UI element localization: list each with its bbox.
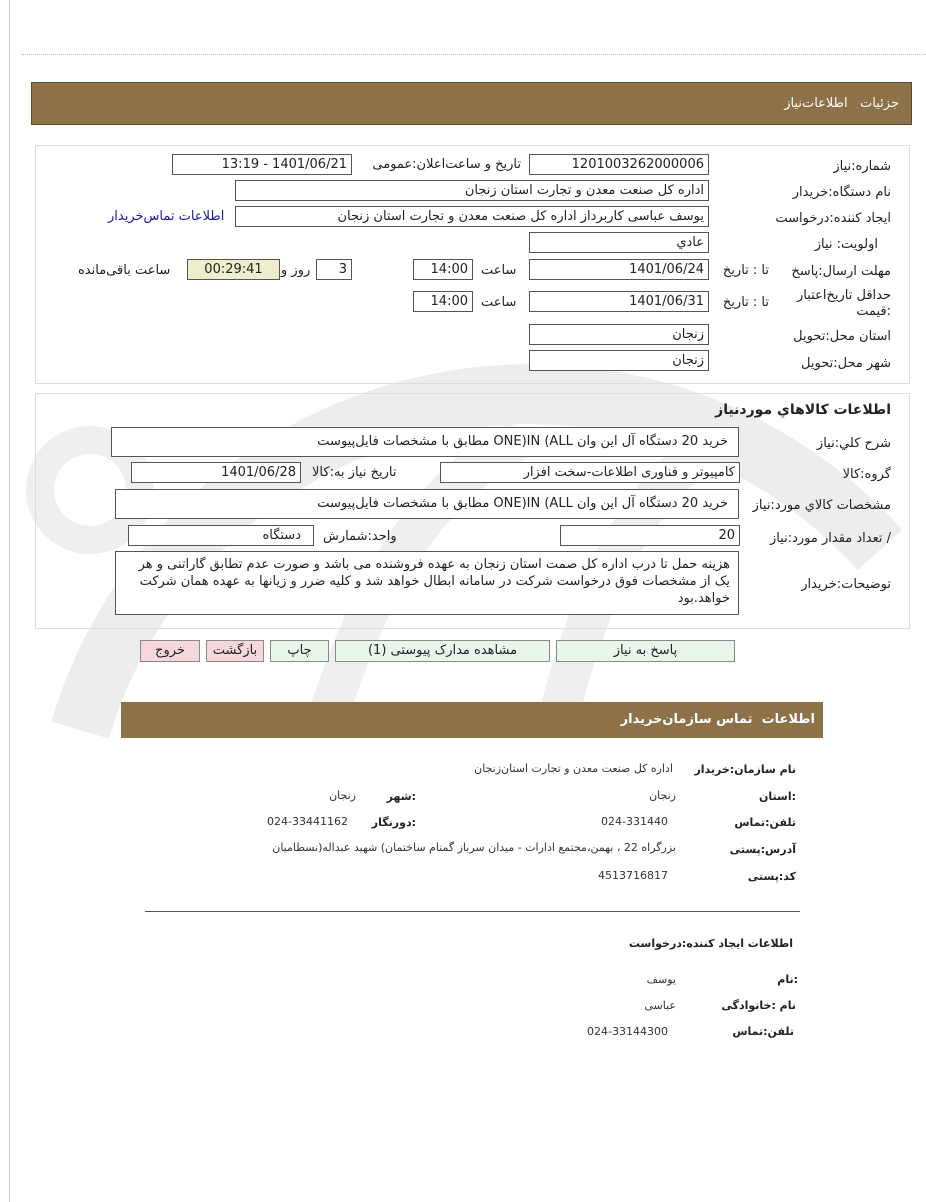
contact-city-value: زنجان (329, 789, 356, 802)
back-button[interactable]: بازگشت (206, 640, 264, 662)
desc-field: خرید 20 دستگاه آل این وان ONE)IN (ALL مطابق با مشخصات فایل‌پیوست (111, 427, 739, 457)
postal-value: 4513716817 (598, 869, 668, 882)
creator-name-label: :نام (777, 973, 798, 986)
days-label: روز و (281, 263, 311, 278)
priority-field: عادي (529, 232, 709, 253)
need-date-field: 1401/06/28 (131, 462, 301, 483)
notes-field: هزینه حمل تا درب اداره کل صمت استان زنجان به عهده فروشنده می باشد و صورت عدم تطابق گاراتنی و هر یک از مشخصات فوق درخواست شرکت در سامانه ابطال خواهد شد و کلیه ضرر و زیانها به عهده همان شرکت خواهد.بود (115, 551, 739, 615)
spec-label: مشخصات کالاي مورد:نیاز (752, 498, 891, 513)
qty-field: 20 (560, 525, 740, 546)
city-field: زنجان (529, 350, 709, 371)
group-label: گروه:کالا (842, 467, 891, 482)
contact-header-title: اطلاعات تماس سازمان‌خریدار (620, 712, 815, 727)
reply-button[interactable]: پاسخ به نیاز (556, 640, 735, 662)
unit-field: دستگاه (128, 525, 314, 546)
view-attachments-button[interactable]: مشاهده مدارک پیوستی (1) (335, 640, 550, 662)
section-divider (145, 911, 800, 912)
validity-to-date-label: تا : تاریخ (722, 295, 769, 310)
group-field: کامپیوتر و فناوری اطلاعات-سخت افزار (440, 462, 740, 483)
contact-header-bar (121, 702, 823, 738)
fax-value: 024-33441162 (267, 815, 348, 828)
fax-label: :دورنگار (371, 816, 416, 829)
qty-label: / تعداد مقدار مورد:نیاز (769, 531, 891, 546)
deadline-time-field: 14:00 (413, 259, 473, 280)
need-number-label: شماره:نیاز (833, 159, 891, 174)
deadline-label: مهلت ارسال:پاسخ (791, 264, 891, 279)
creator-label: ایجاد کننده:درخواست (775, 211, 891, 226)
print-button[interactable]: چاپ (270, 640, 329, 662)
unit-label: واحد:شمارش (323, 529, 397, 544)
creator-family-label: نام :خانوادگی (721, 999, 796, 1012)
top-dotted-line (22, 54, 926, 55)
city-label: شهر محل:تحویل (801, 356, 891, 371)
creator-phone-value: 024-33144300 (587, 1025, 668, 1038)
days-remaining-field: 3 (316, 259, 352, 280)
remaining-time-field: 00:29:41 (187, 259, 280, 280)
contact-city-label: :شهر (386, 790, 416, 803)
address-value: بزرگراه 22 ، بهمن،مجتمع ادارات - میدان سرباز گمنام ساختمان) شهید عبداله(نسطامیان (272, 841, 676, 854)
announce-datetime-field: 13:19 - 1401/06/21 (172, 154, 352, 175)
creator-family-value: عباسی (644, 999, 676, 1012)
validity-date-field: 1401/06/31 (529, 291, 709, 312)
contact-province-label: :استان (759, 790, 796, 803)
contact-phone-value: 024-331440 (601, 815, 668, 828)
contact-phone-label: تلفن:تماس (734, 816, 796, 829)
address-label: آدرس:پستی (729, 843, 796, 856)
buyer-field: اداره کل صنعت معدن و تجارت استان زنجان (235, 180, 709, 201)
header-bar (31, 82, 912, 125)
header-title: جزئیات اطلاعات‌نیاز (784, 96, 899, 111)
postal-label: کد:پستی (747, 870, 796, 883)
validity-time-label: ساعت (481, 295, 517, 310)
announce-label: تاریخ و ساعت‌اعلان:عمومی (372, 157, 521, 172)
buyer-contact-link[interactable]: اطلاعات تماس‌خریدار (108, 209, 225, 224)
need-number-field: 1201003262000006 (529, 154, 709, 175)
contact-province-value: زنجان (649, 789, 676, 802)
notes-label: توضیحات:خریدار (801, 577, 891, 592)
creator-field: یوسف عباسی کاربرداز اداره کل صنعت معدن و تجارت استان زنجان (235, 206, 709, 227)
creator-name-value: یوسف (646, 973, 676, 986)
creator-phone-label: تلفن:تماس (732, 1025, 794, 1038)
deadline-time-label: ساعت (481, 263, 517, 278)
deadline-date-field: 1401/06/24 (529, 259, 709, 280)
remaining-label: ساعت باقی‌مانده (78, 263, 171, 278)
priority-label: اولویت: نیاز (814, 237, 878, 252)
org-label: نام سازمان:خریدار (694, 763, 796, 776)
deadline-to-date-label: تا : تاریخ (722, 263, 769, 278)
buyer-label: نام دستگاه:خریدار (792, 185, 891, 200)
validity-label: حداقل تاریخ‌اعتبار :قیمت (797, 288, 891, 319)
need-date-label: تاریخ نیاز به:کالا (312, 465, 397, 480)
org-value: اداره کل صنعت معدن و تجارت استان‌زنجان (474, 762, 673, 775)
validity-time-field: 14:00 (413, 291, 473, 312)
exit-button[interactable]: خروج (140, 640, 200, 662)
spec-field: خرید 20 دستگاه آل این وان ONE)IN (ALL مطابق با مشخصات فایل‌پیوست (115, 489, 739, 519)
goods-title: اطلاعات کالاهاي موردنیاز (715, 402, 891, 418)
desc-label: شرح کلي:نیاز (816, 436, 891, 451)
creator-info-title: اطلاعات ایجاد کننده:درخواست (628, 937, 793, 950)
province-field: زنجان (529, 324, 709, 345)
province-label: استان محل:تحویل (793, 329, 891, 344)
